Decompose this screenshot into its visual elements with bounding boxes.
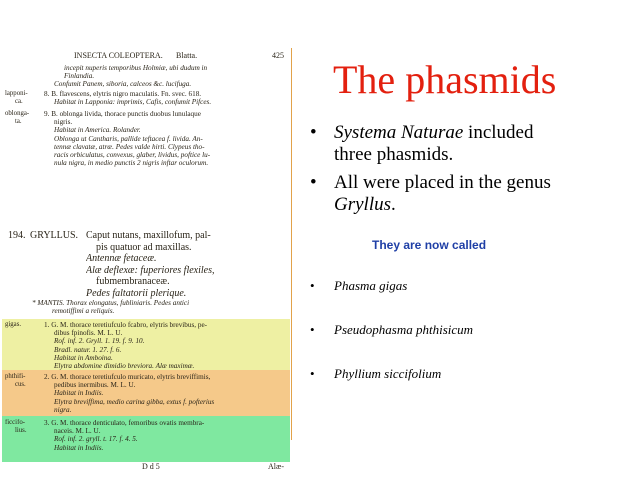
bullet-text: . [391,194,396,215]
genus-description-line: pis quatuor ad maxillas. [96,241,192,253]
text-line: * MANTIS. Thorax elongatus, fubliniaris. Pedes antici [32,299,190,307]
text-line: Elytra abdomine dimidio breviora. Alæ maximæ. [54,362,195,371]
species-name: Pseudophasma phthisicum [334,322,474,337]
margin-label: lius. [15,426,27,434]
species-name: Phyllium siccifolium [334,366,442,381]
genus-description-line: Antennæ fetaceæ. [86,253,157,264]
text-line: Habitat in America. Rolander. [54,126,141,135]
text-line: incepit nuperis temporibus Holmiæ, ubi dudum in [64,64,208,72]
text-line: Elytra breviffima, medio carina gibba, extus f. pofterius [54,397,215,406]
page-number: 425 [272,51,284,60]
text-line: Habitat in Indiis. [54,443,104,452]
bullet-text: included [463,122,534,143]
text-line: 3. G. M. thorace denticulato, femoribus ovatis membra- [44,419,205,427]
bullet-marker: • [310,122,317,143]
margin-label: ficcifo- [5,419,25,426]
catchword: Alæ- [268,462,284,471]
text-line: 2. G. M. thorace teretiufculo muricato, elytris breviffimis, [44,373,211,381]
margin-label: ta. [15,117,22,125]
book-title: Systema Naturae [334,122,464,143]
highlight-gigas [2,319,290,370]
bullet-line: All were placed in the genus [334,172,551,193]
species-name: Phasma gigas [334,278,408,293]
bullet-marker: • [310,322,315,337]
text-line: nigris. [54,118,73,127]
margin-label: lapponi- [5,90,28,97]
text-line: Habitat in Amboina. [54,353,113,362]
text-line: remotiffimi a reliquis. [52,307,115,316]
signature-mark: D d 5 [142,462,160,471]
page-header-title: INSECTA COLEOPTERA. [74,51,163,60]
margin-label: oblonga- [5,110,30,117]
bullet-line [334,194,634,216]
margin-label: cus. [15,380,26,388]
genus-description-line: Pedes faltatorii plerique. [86,287,187,299]
genus-name: Gryllus [334,194,391,215]
text-line: 1. G. M. thorace teretiufculo fcabro, elytris brevibus, pe- [44,321,208,329]
text-line: Bradl. natur. 1. 27. f. 6. [54,345,122,354]
margin-label: ca. [15,97,23,105]
text-line: 8. B. flavescens, elytris nigro maculatis. Fn. svec. 618. [44,90,202,98]
genus-number: 194. [8,230,26,241]
text-line: Habitat in Lapponia: imprimis, Cafis, confumit Pifces. [54,98,212,107]
text-line: Habitat in Indiis. [54,389,104,398]
highlight-phthisicus [2,370,290,416]
bullet-line: three phasmids. [334,144,454,165]
margin-label: gigas. [5,321,22,328]
bullet-marker: • [310,172,317,193]
text-line: nigra. [54,405,72,414]
genus-description-line: Alæ deflexæ: fuperiores flexiles, [86,264,215,276]
text-line: 9. B. oblonga livida, thorace punctis duobus lunulaque [44,110,201,118]
text-line: Oblonga ut Cantharis, pallide teftacea f. livida. An- [54,134,203,143]
genus-description-line: fubmembranaceæ. [96,276,170,287]
text-line: nula nigra, in medio punctis 2 nigris inftar oculorum. [54,159,209,168]
slide-title: The phasmids [333,57,557,102]
bullet-line [334,122,634,144]
genus-name: GRYLLUS. [30,230,79,241]
text-line: dibus fpinofis. M. L. U. [54,329,123,338]
highlight-siccifolius [2,416,290,462]
genus-description-line: Caput nutans, maxillofum, pal- [86,230,211,241]
text-line: racis orbiculatus, convexus, glaber, lividus, poftice lu- [54,151,211,160]
text-line: Finlandia. [64,72,95,81]
page-footer [2,463,290,473]
page-header [8,52,284,61]
text-line: naceis. M. L. U. [54,427,101,436]
text-line: tennæ clavatæ, atræ. Pedes valde hirti. Clypeus tho- [54,142,205,151]
margin-label: phthifi- [5,373,26,380]
text-line: pedibus inermibus. M. L. U. [54,381,136,390]
text-line: Confumit Panem, siboria, calceos &c. lucifuga. [54,80,192,89]
text-line: Rof. inf. 2. Gryll. 1. 19. f. 9. 10. [54,337,145,346]
text-line: Rof. inf. 2. gryll. t. 17. f. 4. 5. [54,435,138,444]
page-header-genus: Blatta. [176,51,198,60]
bullet-marker: • [310,366,315,381]
subheading: They are now called [372,238,487,252]
scanned-book-page [2,48,292,471]
bullet-marker: • [310,278,315,293]
